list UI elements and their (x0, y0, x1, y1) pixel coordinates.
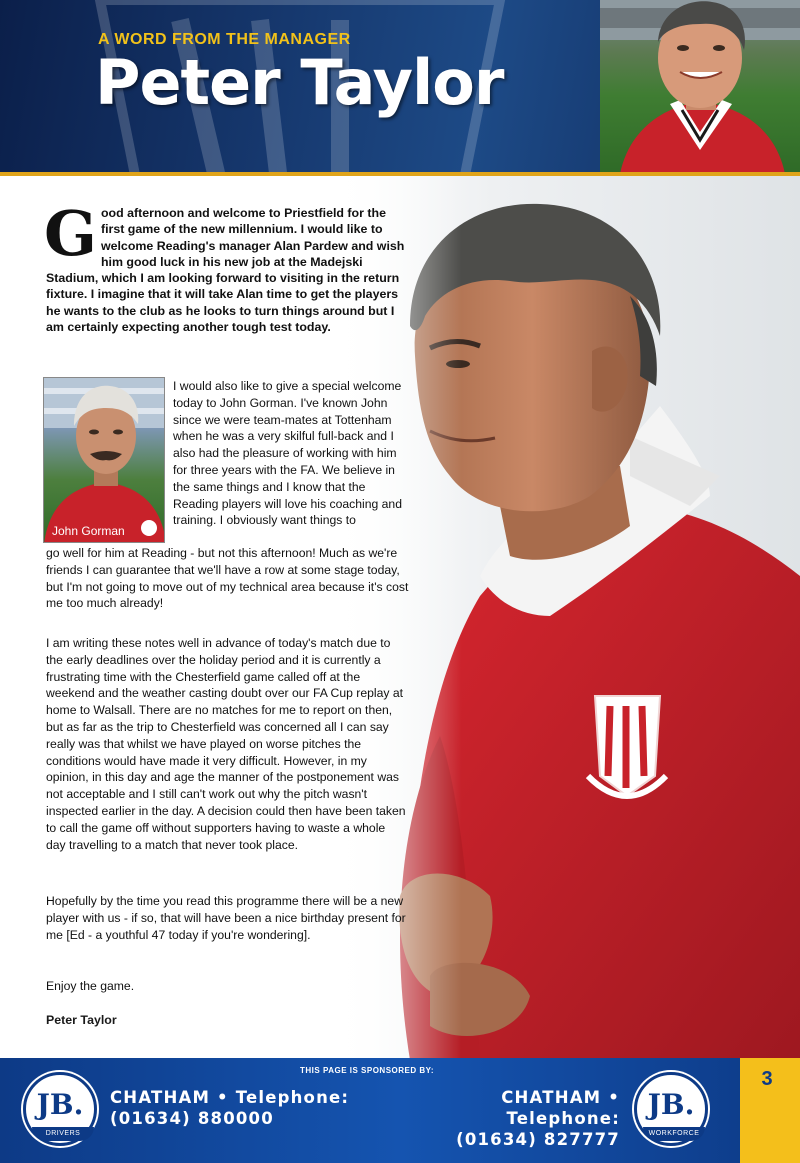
sponsor-left-contact (110, 1087, 349, 1129)
paragraph-3: Hopefully by the time you read this programme there will be a new player with us - if so, that will have been a nice birthday present for me [Ed - a youthful 47 today if you're wondering]. (46, 894, 406, 942)
jb-workforce-logo-band: WORKFORCE (643, 1127, 705, 1141)
section-kicker: A WORD FROM THE MANAGER (98, 31, 351, 48)
intro-text: ood afternoon and welcome to Priestfield for the first game of the new millennium. I would like to welcome Reading's manager Alan Pardew and wish him good luck in his new job at the Madejski Stadium, which I am looking forward to visiting in the return fixture. I imagine that it will take Alan time to get the players he wants to the club as he looks to turn things around but I am certainly expecting another tough test today. (46, 206, 405, 335)
drop-cap: G (44, 197, 97, 270)
jb-drivers-logo-band: DRIVERS (32, 1127, 94, 1141)
sponsor-right-contact (386, 1087, 620, 1150)
signature: Peter Taylor (46, 1013, 117, 1027)
jb-drivers-logo-text: JB. (36, 1088, 84, 1121)
sponsor-right-phone: (01634) 827777 (456, 1130, 620, 1149)
header-portrait-photo (600, 0, 800, 174)
inset-photo-caption: John Gorman (52, 524, 125, 538)
paragraph-1a: I would also like to give a special welcome today to John Gorman. I've known John since we were team-mates at Tottenham when he was a very skilful full-back and I also had the pleasure of working with him for three years with the FA. We believe in the same things and I know that the Reading players will love his coaching and training. I obviously want things to (173, 379, 402, 528)
sponsor-left-phone: (01634) 880000 (110, 1109, 274, 1128)
sponsor-right-line1: CHATHAM • Telephone: (501, 1088, 620, 1128)
jb-workforce-logo (634, 1072, 708, 1146)
page-title: Peter Taylor (95, 46, 504, 119)
paragraph-4: Enjoy the game. (46, 979, 135, 993)
paragraph-1b: go well for him at Reading - but not this afternoon! Much as we're friends I can guarantee that we'll have a row at some stage today, but I'm not going to move out of my technical area because it's cost me too much already! (46, 546, 409, 611)
sponsor-label: THIS PAGE IS SPONSORED BY: (300, 1066, 435, 1075)
paragraph-2: I am writing these notes well in advance of today's match due to the early deadlines over the holiday period and it is currently a frustrating time with the Chesterfield game called off at the weekend and the weather casting doubt over our FA Cup replay at home to Walsall. There are no matches for me to report on then, but as far as the trip to Chesterfield was concerned all I can say really was that whilst we have played on worse pitches the conditions would have made it very difficult. However, in my opinion, in this day and age the manner of the postponement was not acceptable and I still can't work out why the pitch wasn't inspected earlier in the day. A decision could then have been taken to call the game off without supporters having to waste a whole day travelling to a match that never took place. (46, 636, 406, 852)
sponsor-left-line1: CHATHAM • Telephone: (110, 1088, 350, 1107)
sponsor-footer (0, 1058, 800, 1163)
jb-workforce-logo-text: JB. (647, 1088, 695, 1121)
intro-paragraph (44, 197, 410, 335)
jb-drivers-logo (23, 1072, 97, 1146)
inset-photo-john-gorman (43, 377, 165, 543)
page-number: 3 (761, 1068, 773, 1090)
page-number-box (740, 1058, 800, 1163)
